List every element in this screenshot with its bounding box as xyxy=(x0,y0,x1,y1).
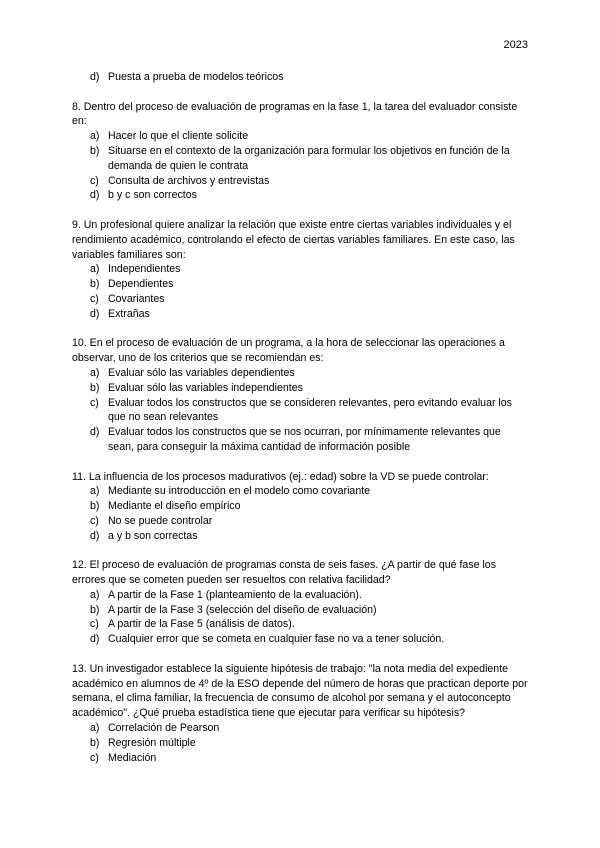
option-text: Dependientes xyxy=(108,278,174,291)
option-text: Evaluar sólo las variables independientes xyxy=(108,381,303,394)
question-11 xyxy=(72,470,528,544)
option-item xyxy=(90,366,528,381)
option-item xyxy=(90,262,528,277)
option-item xyxy=(90,588,528,603)
question-text: 13. Un investigador establece la siguiente hipótesis de trabajo: "la nota media del expediente académico en alumnos de 4º de la ESO depende del número de horas que practican deporte por semana, el clima familiar, la frecuencia de consumo de alcohol por semana y el autoconcepto académico". ¿Qué prueba estadística tiene que ejecutar para verificar su hipótesis? xyxy=(72,662,528,720)
option-item xyxy=(90,632,528,647)
option-text: Mediante su introducción en el modelo como covariante xyxy=(108,485,371,498)
option-text: Extrañas xyxy=(108,307,150,320)
option-text: Evaluar todos los constructos que se nos ocurran, por mínimamente relevantes que sean, para conseguir la máxima cantidad de información posible xyxy=(108,426,501,453)
option-text: Evaluar sólo las variables dependientes xyxy=(108,366,295,379)
option-text: Situarse en el contexto de la organización para formular los objetivos en función de la demanda de quien le contrata xyxy=(108,144,510,172)
option-item xyxy=(90,514,528,529)
option-item xyxy=(90,174,528,189)
option-list xyxy=(72,262,528,321)
option-letter: b) xyxy=(90,603,100,616)
option-item xyxy=(90,396,528,426)
option-text: A partir de la Fase 5 (análisis de datos). xyxy=(108,618,295,631)
option-list xyxy=(72,484,528,543)
option-text: Correlación de Pearson xyxy=(108,722,220,735)
option-letter: a) xyxy=(90,588,100,601)
option-item xyxy=(90,529,528,544)
option-item xyxy=(90,292,528,307)
option-letter: b) xyxy=(90,278,100,291)
question-10 xyxy=(72,336,528,454)
option-letter: c) xyxy=(90,751,99,764)
option-text: Independientes xyxy=(108,263,181,276)
option-text: A partir de la Fase 1 (planteamiento de la evaluación). xyxy=(108,588,362,601)
option-item xyxy=(90,70,528,85)
option-letter: c) xyxy=(90,618,99,631)
option-item xyxy=(90,736,528,751)
option-letter: d) xyxy=(90,307,100,320)
option-item xyxy=(90,425,528,455)
option-text: Hacer lo que el cliente solicite xyxy=(108,130,249,143)
question-12 xyxy=(72,558,528,647)
question-8 xyxy=(72,100,528,204)
question-13 xyxy=(72,662,528,766)
question-9 xyxy=(72,218,528,322)
option-item xyxy=(90,129,528,144)
option-item xyxy=(90,603,528,618)
question-text: 11. La influencia de los procesos madurativos (ej.: edad) sobre la VD se puede controlar: xyxy=(72,470,489,483)
option-text: Regresión múltiple xyxy=(108,736,196,749)
option-text: a y b son correctas xyxy=(108,529,198,542)
option-letter: c) xyxy=(90,174,99,187)
option-item xyxy=(90,499,528,514)
question-text: 9. Un profesional quiere analizar la relación que existe entre ciertas variables individuales y el rendimiento académico, controlando el efecto de ciertas variables familiares. En este caso, las variables familiares son: xyxy=(72,218,515,261)
option-letter: d) xyxy=(90,71,100,83)
document-body xyxy=(72,70,528,780)
option-item xyxy=(90,721,528,736)
option-item xyxy=(90,617,528,632)
question-text: 8. Dentro del proceso de evaluación de programas en la fase 1, la tarea del evaluador consiste en: xyxy=(72,100,518,128)
option-text: Consulta de archivos y entrevistas xyxy=(108,174,270,187)
option-letter: a) xyxy=(90,130,100,143)
option-item xyxy=(90,381,528,396)
option-text: b y c son correctos xyxy=(108,189,197,202)
option-text: Cualquier error que se cometa en cualquier fase no va a tener solución. xyxy=(108,633,445,646)
option-text: Evaluar todos los constructos que se consideren relevantes, pero evitando evaluar los que no sean relevantes xyxy=(108,396,512,424)
option-list xyxy=(72,366,528,455)
option-item xyxy=(90,484,528,499)
orphan-option-block xyxy=(72,70,528,85)
option-item xyxy=(90,307,528,322)
option-list xyxy=(72,588,528,647)
option-text: No se puede controlar xyxy=(108,514,213,527)
option-letter: d) xyxy=(90,189,100,202)
option-list xyxy=(72,70,528,85)
option-letter: a) xyxy=(90,485,100,498)
option-letter: a) xyxy=(90,366,100,379)
option-letter: a) xyxy=(90,263,100,276)
option-letter: b) xyxy=(90,144,100,157)
option-text: Covariantes xyxy=(108,292,165,305)
option-letter: b) xyxy=(90,736,100,749)
option-text: Puesta a prueba de modelos teóricos xyxy=(108,71,284,83)
option-text: Mediación xyxy=(108,751,157,764)
option-letter: d) xyxy=(90,633,100,646)
option-letter: c) xyxy=(90,292,99,305)
question-text: 10. En el proceso de evaluación de un programa, a la hora de seleccionar las operaciones a observar, uno de los criterios que se recomiendan es: xyxy=(72,337,505,365)
option-letter: d) xyxy=(90,426,100,439)
option-item xyxy=(90,751,528,766)
option-item xyxy=(90,277,528,292)
option-letter: c) xyxy=(90,396,99,409)
option-letter: b) xyxy=(90,381,100,394)
option-letter: c) xyxy=(90,514,99,527)
option-text: Mediante el diseño empírico xyxy=(108,500,241,513)
option-list xyxy=(72,129,528,203)
option-letter: a) xyxy=(90,722,100,735)
option-letter: d) xyxy=(90,529,100,542)
question-text: 12. El proceso de evaluación de programas consta de seis fases. ¿A partir de qué fase los errores que se cometen pueden ser resueltos con relativa facilidad? xyxy=(72,559,496,587)
option-item xyxy=(90,144,528,174)
page-year: 2023 xyxy=(503,39,528,51)
option-item xyxy=(90,188,528,203)
option-text: A partir de la Fase 3 (selección del diseño de evaluación) xyxy=(108,603,377,616)
option-list xyxy=(72,721,528,765)
option-letter: b) xyxy=(90,500,100,513)
